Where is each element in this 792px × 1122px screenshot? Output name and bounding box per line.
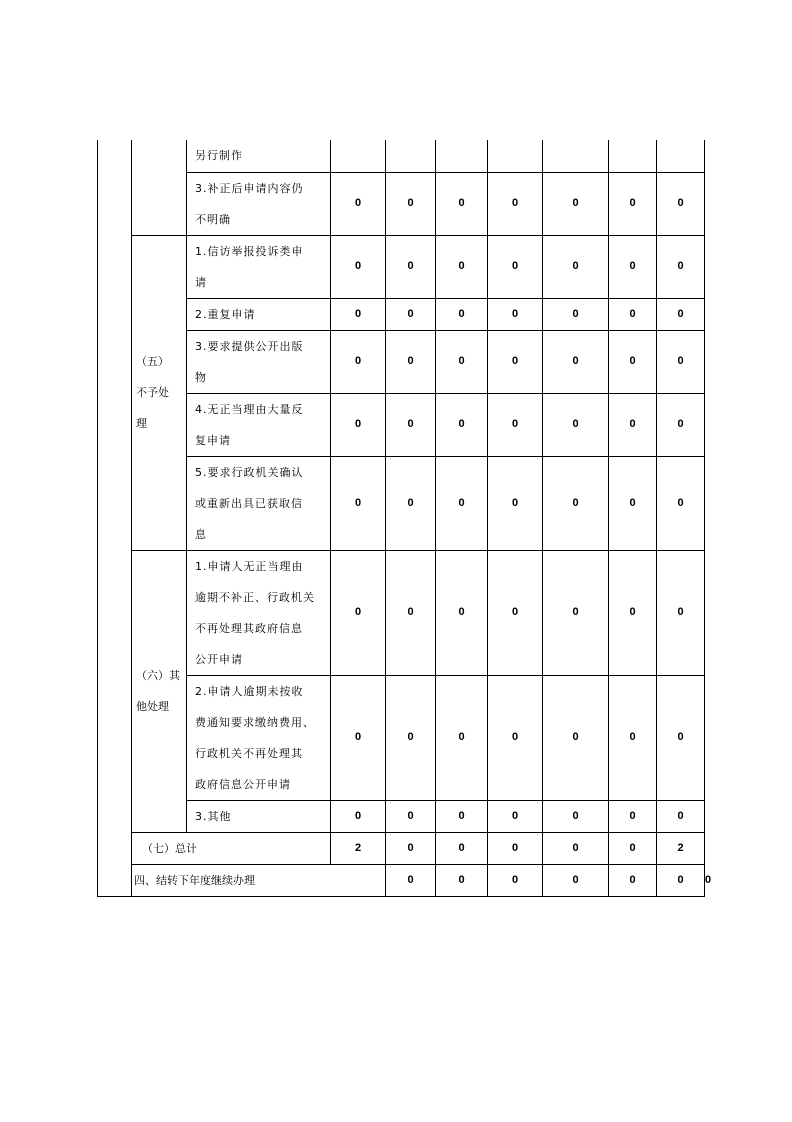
cell	[657, 140, 705, 172]
value-cell: 0	[657, 864, 705, 896]
value-cell: 0	[436, 800, 488, 832]
row-label: 3.要求提供公开出版 物	[187, 330, 331, 393]
value-cell: 0	[386, 330, 436, 393]
value-cell: 0	[609, 235, 657, 298]
value-cell: 0	[331, 330, 386, 393]
value-cell: 0	[436, 675, 488, 800]
cell	[386, 140, 436, 172]
table-row	[98, 800, 705, 832]
value-cell: 0	[543, 675, 609, 800]
value-cell: 0	[436, 832, 488, 864]
value-cell: 0	[488, 456, 543, 550]
value-cell: 0	[657, 172, 705, 235]
table-row	[98, 235, 705, 298]
value-cell: 0	[543, 800, 609, 832]
row-label: 3.其他	[187, 800, 331, 832]
value-cell: 0	[386, 172, 436, 235]
total-label: （七）总计	[132, 832, 331, 864]
value-cell: 0	[609, 172, 657, 235]
value-cell: 0	[488, 550, 543, 675]
section4-row: 四、结转下年度继续办理 0 0 0 0 0 0 0	[98, 864, 705, 896]
value-cell: 0	[543, 235, 609, 298]
value-cell: 0	[386, 675, 436, 800]
group5-title: （五） 不予处 理	[132, 235, 187, 550]
cell	[436, 140, 488, 172]
table-row	[98, 550, 705, 675]
value-cell: 0	[331, 550, 386, 675]
row-label: 1.申请人无正当理由 逾期不补正、行政机关 不再处理其政府信息 公开申请	[187, 550, 331, 675]
value-cell: 0	[386, 864, 436, 896]
value-cell: 0	[609, 864, 657, 896]
value-cell: 0	[609, 456, 657, 550]
value-cell: 0	[543, 832, 609, 864]
value-cell: 0	[331, 800, 386, 832]
value-cell: 0	[488, 393, 543, 456]
value-cell: 0	[386, 550, 436, 675]
table-row	[98, 172, 705, 235]
cell	[609, 140, 657, 172]
value-cell: 0	[386, 235, 436, 298]
value-cell: 0	[657, 456, 705, 550]
total-row	[98, 832, 705, 864]
value-cell: 0	[436, 393, 488, 456]
section-column	[98, 140, 132, 896]
row-label: 2.申请人逾期未按收 费通知要求缴纳费用、 行政机关不再处理其 政府信息公开申请	[187, 675, 331, 800]
value-cell: 0	[488, 172, 543, 235]
value-cell: 0	[488, 864, 543, 896]
row-label: 3.补正后申请内容仍 不明确	[187, 172, 331, 235]
value-cell: 0	[488, 832, 543, 864]
table-row	[98, 675, 705, 800]
group6-title: （六）其 他处理	[132, 550, 187, 832]
value-cell: 0	[386, 832, 436, 864]
value-cell: 0	[543, 864, 609, 896]
value-cell: 0	[488, 800, 543, 832]
row-label: 5.要求行政机关确认 或重新出具已获取信 息	[187, 456, 331, 550]
value-cell: 0	[543, 330, 609, 393]
value-cell: 0	[609, 832, 657, 864]
value-cell: 0	[657, 298, 705, 330]
value-cell: 2	[657, 832, 705, 864]
value-cell: 0	[386, 298, 436, 330]
value-cell: 0	[436, 456, 488, 550]
table-row	[98, 140, 705, 172]
table-row	[98, 330, 705, 393]
table-row	[98, 298, 705, 330]
section4-label: 四、结转下年度继续办理	[132, 864, 386, 896]
value-cell: 0	[436, 235, 488, 298]
value-cell: 0	[609, 393, 657, 456]
value-cell: 0	[436, 864, 488, 896]
value-cell: 0	[609, 298, 657, 330]
value-cell: 0	[657, 550, 705, 675]
row-label: 4.无正当理由大量反 复申请	[187, 393, 331, 456]
value-cell: 0	[436, 172, 488, 235]
value-cell: 0	[331, 298, 386, 330]
value-cell: 0	[386, 393, 436, 456]
value-cell: 0	[657, 393, 705, 456]
value-cell: 0	[488, 235, 543, 298]
value-cell: 0	[436, 298, 488, 330]
cell	[488, 140, 543, 172]
value-cell: 0	[386, 456, 436, 550]
value-cell: 0	[488, 298, 543, 330]
value-cell: 0	[657, 330, 705, 393]
statistics-table	[97, 140, 712, 897]
value-cell: 0	[488, 675, 543, 800]
cell	[331, 140, 386, 172]
value-cell: 0	[488, 330, 543, 393]
value-cell: 0	[543, 298, 609, 330]
value-cell: 0	[609, 675, 657, 800]
value-cell: 0	[543, 393, 609, 456]
value-cell: 0	[657, 235, 705, 298]
cell	[543, 140, 609, 172]
row-label: 2.重复申请	[187, 298, 331, 330]
value-cell: 0	[331, 456, 386, 550]
value-cell: 0	[331, 393, 386, 456]
value-cell: 0	[657, 800, 705, 832]
value-cell: 0	[543, 172, 609, 235]
value-cell: 0	[331, 172, 386, 235]
value-cell: 0	[436, 330, 488, 393]
value-cell: 0	[609, 330, 657, 393]
table-row	[98, 456, 705, 550]
row-label: 另行制作	[187, 140, 331, 172]
table-row	[98, 393, 705, 456]
value-cell: 0	[657, 675, 705, 800]
value-cell: 2	[331, 832, 386, 864]
row-label: 1.信访举报投诉类申 请	[187, 235, 331, 298]
value-cell: 0	[331, 675, 386, 800]
group-c-column	[132, 140, 187, 235]
value-cell: 0	[386, 800, 436, 832]
value-cell: 0	[543, 550, 609, 675]
value-cell: 0	[609, 550, 657, 675]
value-cell: 0	[331, 235, 386, 298]
value-cell: 0	[543, 456, 609, 550]
value-cell: 0	[436, 550, 488, 675]
value-cell: 0	[609, 800, 657, 832]
